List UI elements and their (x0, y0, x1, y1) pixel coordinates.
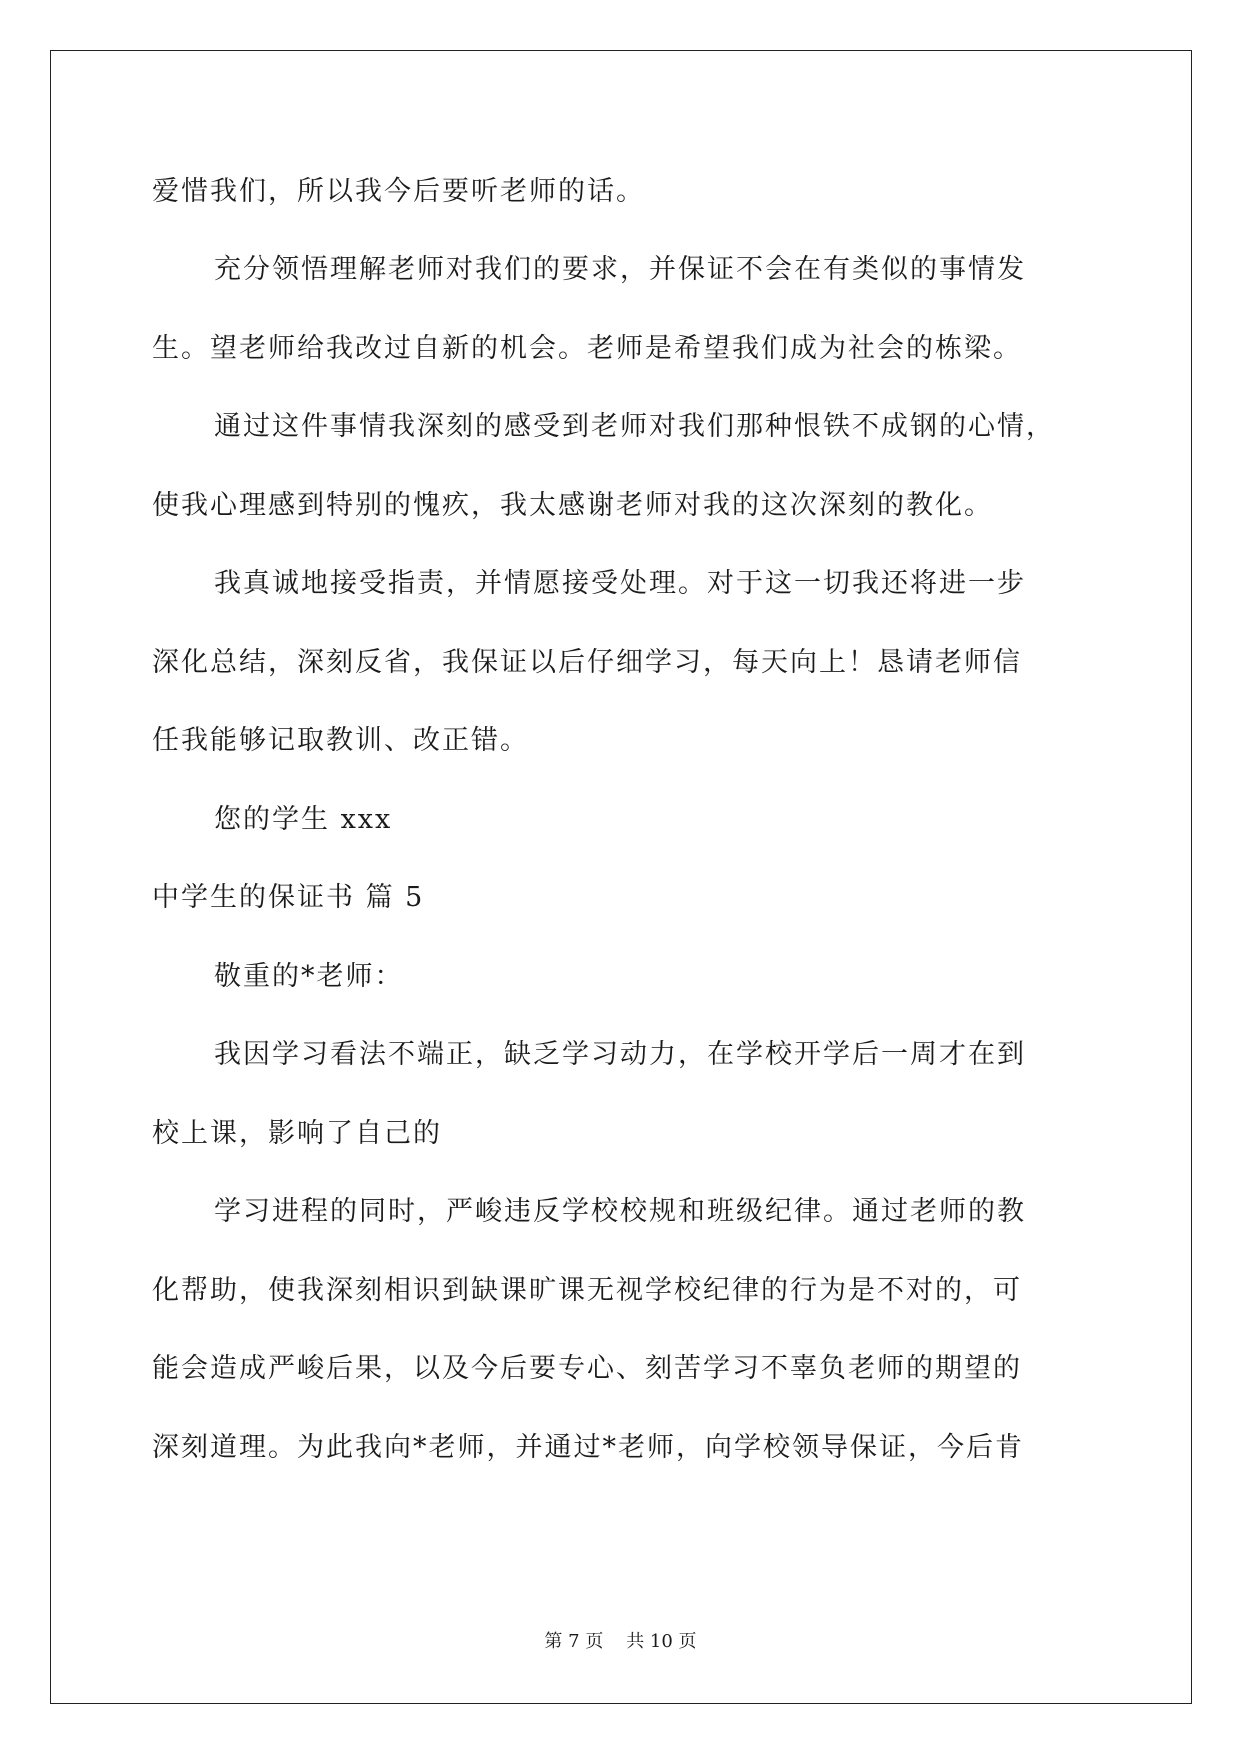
text-line: 校上课，影响了自己的 (152, 1118, 442, 1149)
text-line: 任我能够记取教训、改正错。 (152, 725, 529, 756)
text-line: 生。望老师给我改过自新的机会。老师是希望我们成为社会的栋梁。 (152, 333, 1022, 364)
text-line: 爱惜我们，所以我今后要听老师的话。 (152, 176, 645, 207)
text-line: 能会造成严峻后果，以及今后要专心、刻苦学习不辜负老师的期望的 (152, 1353, 1022, 1384)
page-number-footer: 第 7 页 共 10 页 (544, 1631, 697, 1652)
text-line: 我真诚地接受指责，并情愿接受处理。对于这一切我还将进一步 (214, 568, 1026, 599)
salutation: 敬重的*老师： (214, 961, 404, 992)
text-line: 我因学习看法不端正，缺乏学习动力，在学校开学后一周才在到 (214, 1039, 1026, 1070)
text-line: 深刻道理。为此我向*老师，并通过*老师，向学校领导保证，今后肯 (152, 1432, 1024, 1463)
text-line: 化帮助，使我深刻相识到缺课旷课无视学校纪律的行为是不对的，可 (152, 1275, 1022, 1306)
text-line: 学习进程的同时，严峻违反学校校规和班级纪律。通过老师的教 (214, 1196, 1026, 1227)
signature-line: 您的学生 xxx (214, 804, 393, 835)
text-line: 深化总结，深刻反省，我保证以后仔细学习，每天向上！恳请老师信 (152, 647, 1022, 678)
text-line: 通过这件事情我深刻的感受到老师对我们那种恨铁不成钢的心情， (214, 411, 1055, 442)
text-line: 充分领悟理解老师对我们的要求，并保证不会在有类似的事情发 (214, 254, 1026, 285)
text-line: 使我心理感到特别的愧疚，我太感谢老师对我的这次深刻的教化。 (152, 490, 993, 521)
section-heading: 中学生的保证书 篇 5 (152, 882, 425, 913)
